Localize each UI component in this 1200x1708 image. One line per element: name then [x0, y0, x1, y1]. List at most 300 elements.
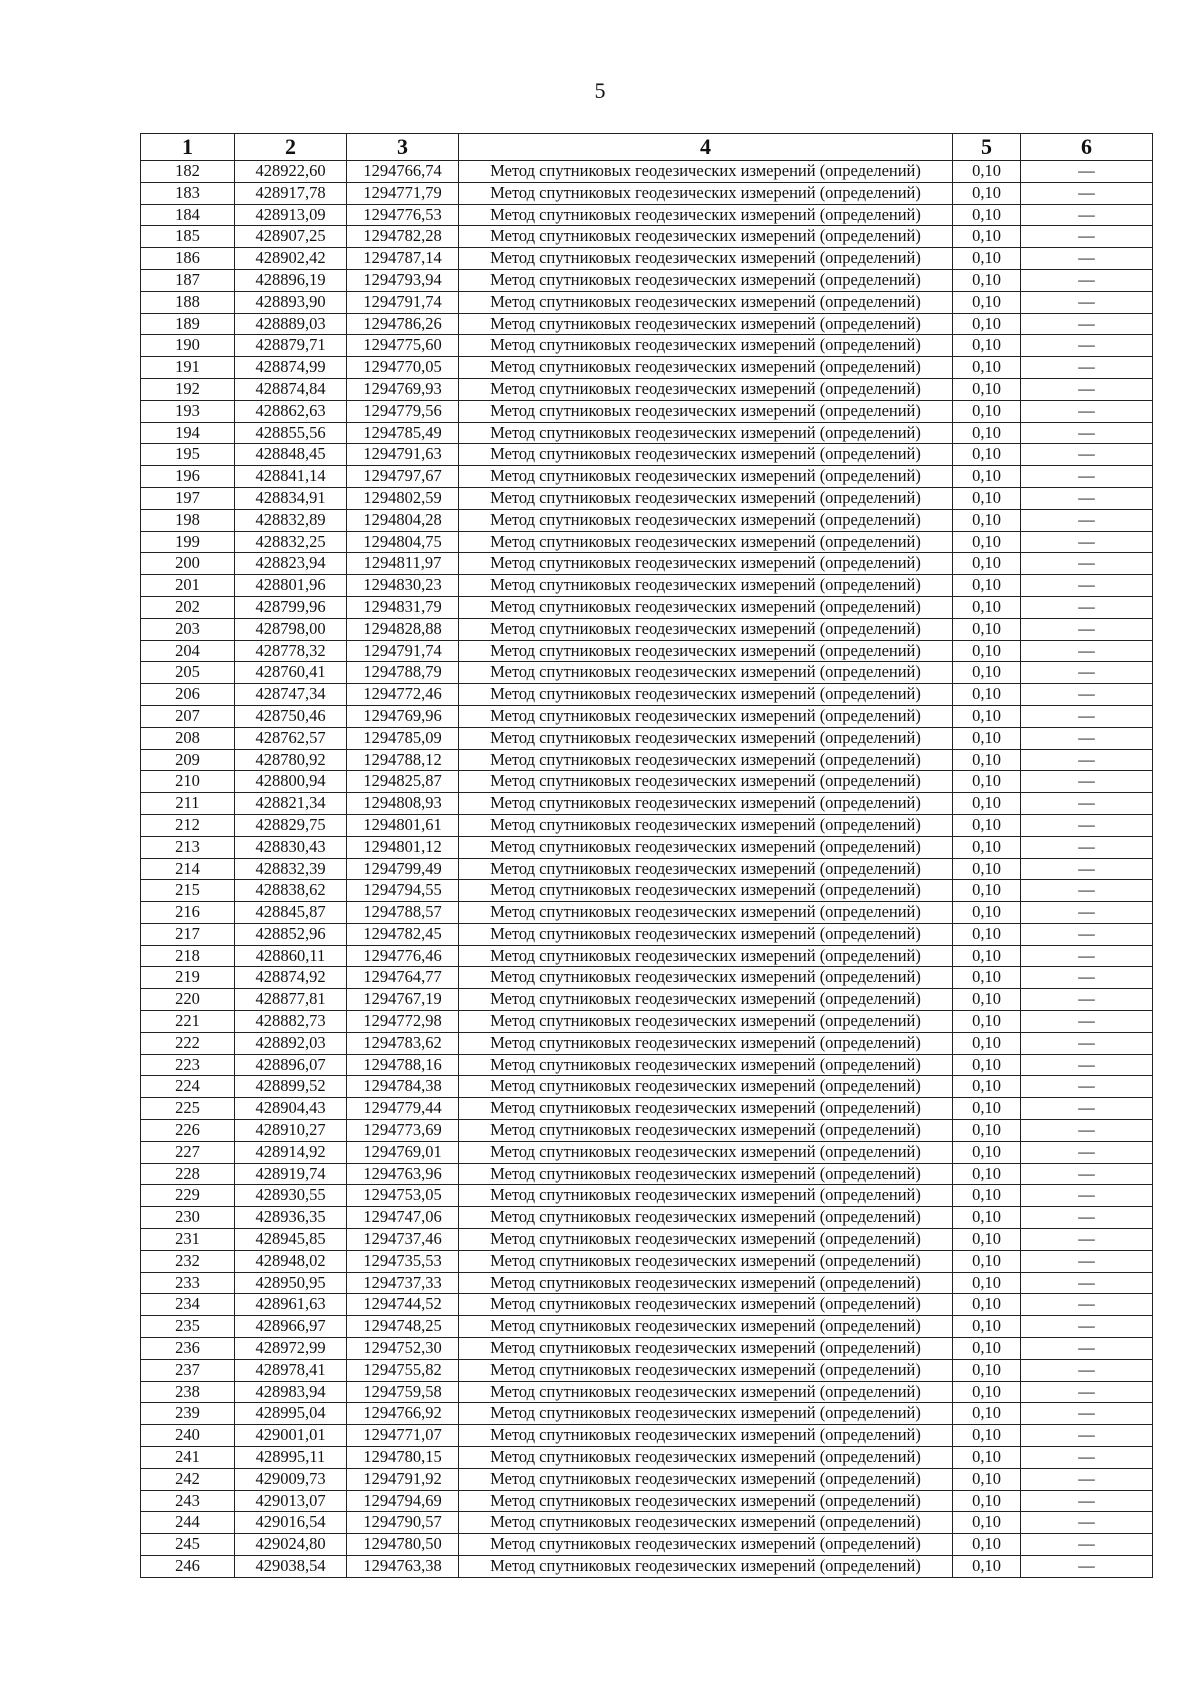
x-coordinate-cell: 428983,94 — [235, 1381, 347, 1403]
y-coordinate-cell: 1294828,88 — [347, 618, 459, 640]
x-coordinate-cell: 428882,73 — [235, 1011, 347, 1033]
method-cell: Метод спутниковых геодезических измерений (определений) — [459, 1425, 953, 1447]
method-cell: Метод спутниковых геодезических измерений (определений) — [459, 1447, 953, 1469]
table-row — [141, 662, 1153, 684]
precision-cell: 0,10 — [953, 400, 1021, 422]
dash-cell: — — [1021, 814, 1153, 836]
x-coordinate-cell: 429016,54 — [235, 1512, 347, 1534]
method-cell: Метод спутниковых геодезических измерений (определений) — [459, 269, 953, 291]
precision-cell: 0,10 — [953, 204, 1021, 226]
point-number-cell: 213 — [141, 836, 235, 858]
precision-cell: 0,10 — [953, 1207, 1021, 1229]
y-coordinate-cell: 1294831,79 — [347, 596, 459, 618]
x-coordinate-cell: 428821,34 — [235, 793, 347, 815]
table-row — [141, 705, 1153, 727]
x-coordinate-cell: 428845,87 — [235, 902, 347, 924]
y-coordinate-cell: 1294793,94 — [347, 269, 459, 291]
precision-cell: 0,10 — [953, 618, 1021, 640]
table-row — [141, 618, 1153, 640]
precision-cell: 0,10 — [953, 357, 1021, 379]
precision-cell: 0,10 — [953, 902, 1021, 924]
y-coordinate-cell: 1294737,33 — [347, 1272, 459, 1294]
y-coordinate-cell: 1294773,69 — [347, 1120, 459, 1142]
precision-cell: 0,10 — [953, 1490, 1021, 1512]
precision-cell: 0,10 — [953, 1447, 1021, 1469]
y-coordinate-cell: 1294790,57 — [347, 1512, 459, 1534]
method-cell: Метод спутниковых геодезических измерений (определений) — [459, 1076, 953, 1098]
header-col-2: 2 — [235, 134, 347, 161]
x-coordinate-cell: 428841,14 — [235, 466, 347, 488]
method-cell: Метод спутниковых геодезических измерений (определений) — [459, 226, 953, 248]
dash-cell: — — [1021, 1098, 1153, 1120]
method-cell: Метод спутниковых геодезических измерений (определений) — [459, 1512, 953, 1534]
table-row — [141, 1447, 1153, 1469]
point-number-cell: 242 — [141, 1468, 235, 1490]
y-coordinate-cell: 1294811,97 — [347, 553, 459, 575]
y-coordinate-cell: 1294791,92 — [347, 1468, 459, 1490]
precision-cell: 0,10 — [953, 705, 1021, 727]
x-coordinate-cell: 428879,71 — [235, 335, 347, 357]
table-row — [141, 814, 1153, 836]
table-row — [141, 1229, 1153, 1251]
precision-cell: 0,10 — [953, 422, 1021, 444]
dash-cell: — — [1021, 422, 1153, 444]
x-coordinate-cell: 428780,92 — [235, 749, 347, 771]
precision-cell: 0,10 — [953, 1120, 1021, 1142]
dash-cell: — — [1021, 400, 1153, 422]
precision-cell: 0,10 — [953, 771, 1021, 793]
y-coordinate-cell: 1294791,74 — [347, 291, 459, 313]
y-coordinate-cell: 1294747,06 — [347, 1207, 459, 1229]
y-coordinate-cell: 1294755,82 — [347, 1359, 459, 1381]
point-number-cell: 194 — [141, 422, 235, 444]
point-number-cell: 236 — [141, 1338, 235, 1360]
method-cell: Метод спутниковых геодезических измерений (определений) — [459, 1098, 953, 1120]
precision-cell: 0,10 — [953, 1403, 1021, 1425]
table-row — [141, 1512, 1153, 1534]
precision-cell: 0,10 — [953, 836, 1021, 858]
precision-cell: 0,10 — [953, 378, 1021, 400]
precision-cell: 0,10 — [953, 1359, 1021, 1381]
method-cell: Метод спутниковых геодезических измерений (определений) — [459, 291, 953, 313]
x-coordinate-cell: 428762,57 — [235, 727, 347, 749]
table-row — [141, 422, 1153, 444]
x-coordinate-cell: 428801,96 — [235, 575, 347, 597]
x-coordinate-cell: 428961,63 — [235, 1294, 347, 1316]
method-cell: Метод спутниковых геодезических измерений (определений) — [459, 880, 953, 902]
point-number-cell: 221 — [141, 1011, 235, 1033]
point-number-cell: 231 — [141, 1229, 235, 1251]
x-coordinate-cell: 428823,94 — [235, 553, 347, 575]
y-coordinate-cell: 1294788,79 — [347, 662, 459, 684]
dash-cell: — — [1021, 1316, 1153, 1338]
method-cell: Метод спутниковых геодезических измерений (определений) — [459, 727, 953, 749]
point-number-cell: 219 — [141, 967, 235, 989]
table-row — [141, 509, 1153, 531]
table-body — [141, 161, 1153, 1578]
dash-cell: — — [1021, 1447, 1153, 1469]
x-coordinate-cell: 428832,39 — [235, 858, 347, 880]
point-number-cell: 190 — [141, 335, 235, 357]
x-coordinate-cell: 428860,11 — [235, 945, 347, 967]
precision-cell: 0,10 — [953, 1163, 1021, 1185]
dash-cell: — — [1021, 1556, 1153, 1578]
y-coordinate-cell: 1294766,74 — [347, 161, 459, 183]
point-number-cell: 195 — [141, 444, 235, 466]
x-coordinate-cell: 428950,95 — [235, 1272, 347, 1294]
y-coordinate-cell: 1294753,05 — [347, 1185, 459, 1207]
point-number-cell: 246 — [141, 1556, 235, 1578]
precision-cell: 0,10 — [953, 945, 1021, 967]
method-cell: Метод спутниковых геодезических измерений (определений) — [459, 1316, 953, 1338]
dash-cell: — — [1021, 1534, 1153, 1556]
table-row — [141, 1032, 1153, 1054]
y-coordinate-cell: 1294771,07 — [347, 1425, 459, 1447]
method-cell: Метод спутниковых геодезических измерений (определений) — [459, 1381, 953, 1403]
y-coordinate-cell: 1294830,23 — [347, 575, 459, 597]
y-coordinate-cell: 1294785,49 — [347, 422, 459, 444]
method-cell: Метод спутниковых геодезических измерений (определений) — [459, 749, 953, 771]
precision-cell: 0,10 — [953, 793, 1021, 815]
precision-cell: 0,10 — [953, 1468, 1021, 1490]
point-number-cell: 211 — [141, 793, 235, 815]
x-coordinate-cell: 428830,43 — [235, 836, 347, 858]
method-cell: Метод спутниковых геодезических измерений (определений) — [459, 575, 953, 597]
table-row — [141, 161, 1153, 183]
point-number-cell: 185 — [141, 226, 235, 248]
precision-cell: 0,10 — [953, 967, 1021, 989]
dash-cell: — — [1021, 269, 1153, 291]
x-coordinate-cell: 429013,07 — [235, 1490, 347, 1512]
method-cell: Метод спутниковых геодезических измерений (определений) — [459, 662, 953, 684]
x-coordinate-cell: 428930,55 — [235, 1185, 347, 1207]
table-row — [141, 248, 1153, 270]
dash-cell: — — [1021, 204, 1153, 226]
table-row — [141, 466, 1153, 488]
method-cell: Метод спутниковых геодезических измерений (определений) — [459, 378, 953, 400]
y-coordinate-cell: 1294763,38 — [347, 1556, 459, 1578]
table-row — [141, 444, 1153, 466]
method-cell: Метод спутниковых геодезических измерений (определений) — [459, 1011, 953, 1033]
dash-cell: — — [1021, 1272, 1153, 1294]
dash-cell: — — [1021, 226, 1153, 248]
point-number-cell: 216 — [141, 902, 235, 924]
dash-cell: — — [1021, 596, 1153, 618]
table-row — [141, 1272, 1153, 1294]
dash-cell: — — [1021, 1512, 1153, 1534]
point-number-cell: 233 — [141, 1272, 235, 1294]
x-coordinate-cell: 428832,89 — [235, 509, 347, 531]
table-row — [141, 1359, 1153, 1381]
table-row — [141, 1556, 1153, 1578]
dash-cell: — — [1021, 1294, 1153, 1316]
header-col-6: 6 — [1021, 134, 1153, 161]
method-cell: Метод спутниковых геодезических измерений (определений) — [459, 161, 953, 183]
x-coordinate-cell: 428904,43 — [235, 1098, 347, 1120]
method-cell: Метод спутниковых геодезических измерений (определений) — [459, 1141, 953, 1163]
precision-cell: 0,10 — [953, 880, 1021, 902]
method-cell: Метод спутниковых геодезических измерений (определений) — [459, 618, 953, 640]
dash-cell: — — [1021, 1381, 1153, 1403]
method-cell: Метод спутниковых геодезических измерений (определений) — [459, 1185, 953, 1207]
method-cell: Метод спутниковых геодезических измерений (определений) — [459, 400, 953, 422]
table-row — [141, 1120, 1153, 1142]
dash-cell: — — [1021, 1054, 1153, 1076]
table-row — [141, 836, 1153, 858]
y-coordinate-cell: 1294776,46 — [347, 945, 459, 967]
table-row — [141, 575, 1153, 597]
table-row — [141, 1403, 1153, 1425]
dash-cell: — — [1021, 1229, 1153, 1251]
table-row — [141, 204, 1153, 226]
point-number-cell: 243 — [141, 1490, 235, 1512]
table-row — [141, 487, 1153, 509]
method-cell: Метод спутниковых геодезических измерений (определений) — [459, 684, 953, 706]
point-number-cell: 204 — [141, 640, 235, 662]
precision-cell: 0,10 — [953, 749, 1021, 771]
table-row — [141, 793, 1153, 815]
y-coordinate-cell: 1294808,93 — [347, 793, 459, 815]
table-row — [141, 923, 1153, 945]
dash-cell: — — [1021, 509, 1153, 531]
dash-cell: — — [1021, 1338, 1153, 1360]
method-cell: Метод спутниковых геодезических измерений (определений) — [459, 531, 953, 553]
x-coordinate-cell: 428838,62 — [235, 880, 347, 902]
table-row — [141, 902, 1153, 924]
y-coordinate-cell: 1294770,05 — [347, 357, 459, 379]
method-cell: Метод спутниковых геодезических измерений (определений) — [459, 1120, 953, 1142]
y-coordinate-cell: 1294764,77 — [347, 967, 459, 989]
table-row — [141, 989, 1153, 1011]
y-coordinate-cell: 1294784,38 — [347, 1076, 459, 1098]
y-coordinate-cell: 1294737,46 — [347, 1229, 459, 1251]
method-cell: Метод спутниковых геодезических измерений (определений) — [459, 357, 953, 379]
y-coordinate-cell: 1294791,74 — [347, 640, 459, 662]
method-cell: Метод спутниковых геодезических измерений (определений) — [459, 858, 953, 880]
x-coordinate-cell: 428922,60 — [235, 161, 347, 183]
x-coordinate-cell: 428874,99 — [235, 357, 347, 379]
method-cell: Метод спутниковых геодезических измерений (определений) — [459, 1338, 953, 1360]
precision-cell: 0,10 — [953, 1534, 1021, 1556]
precision-cell: 0,10 — [953, 1011, 1021, 1033]
dash-cell: — — [1021, 357, 1153, 379]
x-coordinate-cell: 428919,74 — [235, 1163, 347, 1185]
y-coordinate-cell: 1294766,92 — [347, 1403, 459, 1425]
method-cell: Метод спутниковых геодезических измерений (определений) — [459, 836, 953, 858]
method-cell: Метод спутниковых геодезических измерений (определений) — [459, 793, 953, 815]
point-number-cell: 196 — [141, 466, 235, 488]
precision-cell: 0,10 — [953, 1272, 1021, 1294]
table-row — [141, 640, 1153, 662]
x-coordinate-cell: 428889,03 — [235, 313, 347, 335]
dash-cell: — — [1021, 553, 1153, 575]
table-row — [141, 553, 1153, 575]
header-col-4: 4 — [459, 134, 953, 161]
y-coordinate-cell: 1294787,14 — [347, 248, 459, 270]
method-cell: Метод спутниковых геодезических измерений (определений) — [459, 1468, 953, 1490]
precision-cell: 0,10 — [953, 1512, 1021, 1534]
x-coordinate-cell: 428877,81 — [235, 989, 347, 1011]
point-number-cell: 183 — [141, 182, 235, 204]
y-coordinate-cell: 1294799,49 — [347, 858, 459, 880]
point-number-cell: 222 — [141, 1032, 235, 1054]
dash-cell: — — [1021, 378, 1153, 400]
x-coordinate-cell: 429038,54 — [235, 1556, 347, 1578]
dash-cell: — — [1021, 618, 1153, 640]
y-coordinate-cell: 1294735,53 — [347, 1250, 459, 1272]
y-coordinate-cell: 1294825,87 — [347, 771, 459, 793]
precision-cell: 0,10 — [953, 487, 1021, 509]
precision-cell: 0,10 — [953, 226, 1021, 248]
y-coordinate-cell: 1294797,67 — [347, 466, 459, 488]
y-coordinate-cell: 1294780,50 — [347, 1534, 459, 1556]
y-coordinate-cell: 1294804,75 — [347, 531, 459, 553]
x-coordinate-cell: 428874,84 — [235, 378, 347, 400]
method-cell: Метод спутниковых геодезических измерений (определений) — [459, 1229, 953, 1251]
x-coordinate-cell: 428948,02 — [235, 1250, 347, 1272]
x-coordinate-cell: 428936,35 — [235, 1207, 347, 1229]
table-row — [141, 880, 1153, 902]
precision-cell: 0,10 — [953, 1032, 1021, 1054]
method-cell: Метод спутниковых геодезических измерений (определений) — [459, 596, 953, 618]
y-coordinate-cell: 1294782,45 — [347, 923, 459, 945]
y-coordinate-cell: 1294769,96 — [347, 705, 459, 727]
y-coordinate-cell: 1294785,09 — [347, 727, 459, 749]
dash-cell: — — [1021, 945, 1153, 967]
dash-cell: — — [1021, 662, 1153, 684]
precision-cell: 0,10 — [953, 1425, 1021, 1447]
dash-cell: — — [1021, 444, 1153, 466]
precision-cell: 0,10 — [953, 1250, 1021, 1272]
precision-cell: 0,10 — [953, 1556, 1021, 1578]
precision-cell: 0,10 — [953, 553, 1021, 575]
x-coordinate-cell: 428893,90 — [235, 291, 347, 313]
precision-cell: 0,10 — [953, 989, 1021, 1011]
table-row — [141, 771, 1153, 793]
dash-cell: — — [1021, 923, 1153, 945]
dash-cell: — — [1021, 1425, 1153, 1447]
table-row — [141, 1185, 1153, 1207]
table-row — [141, 1490, 1153, 1512]
dash-cell: — — [1021, 858, 1153, 880]
method-cell: Метод спутниковых геодезических измерений (определений) — [459, 1403, 953, 1425]
method-cell: Метод спутниковых геодезических измерений (определений) — [459, 640, 953, 662]
x-coordinate-cell: 428874,92 — [235, 967, 347, 989]
table-row — [141, 182, 1153, 204]
y-coordinate-cell: 1294788,16 — [347, 1054, 459, 1076]
x-coordinate-cell: 429009,73 — [235, 1468, 347, 1490]
y-coordinate-cell: 1294769,93 — [347, 378, 459, 400]
point-number-cell: 234 — [141, 1294, 235, 1316]
method-cell: Метод спутниковых геодезических измерений (определений) — [459, 1207, 953, 1229]
y-coordinate-cell: 1294771,79 — [347, 182, 459, 204]
point-number-cell: 245 — [141, 1534, 235, 1556]
point-number-cell: 215 — [141, 880, 235, 902]
dash-cell: — — [1021, 1468, 1153, 1490]
precision-cell: 0,10 — [953, 1338, 1021, 1360]
y-coordinate-cell: 1294763,96 — [347, 1163, 459, 1185]
point-number-cell: 239 — [141, 1403, 235, 1425]
dash-cell: — — [1021, 749, 1153, 771]
table-row — [141, 313, 1153, 335]
method-cell: Метод спутниковых геодезических измерений (определений) — [459, 1163, 953, 1185]
table-row — [141, 749, 1153, 771]
method-cell: Метод спутниковых геодезических измерений (определений) — [459, 1272, 953, 1294]
table-row — [141, 400, 1153, 422]
dash-cell: — — [1021, 1141, 1153, 1163]
method-cell: Метод спутниковых геодезических измерений (определений) — [459, 182, 953, 204]
point-number-cell: 209 — [141, 749, 235, 771]
precision-cell: 0,10 — [953, 1076, 1021, 1098]
dash-cell: — — [1021, 466, 1153, 488]
method-cell: Метод спутниковых геодезических измерений (определений) — [459, 248, 953, 270]
point-number-cell: 208 — [141, 727, 235, 749]
dash-cell: — — [1021, 902, 1153, 924]
x-coordinate-cell: 429024,80 — [235, 1534, 347, 1556]
method-cell: Метод спутниковых геодезических измерений (определений) — [459, 1490, 953, 1512]
point-number-cell: 207 — [141, 705, 235, 727]
method-cell: Метод спутниковых геодезических измерений (определений) — [459, 509, 953, 531]
point-number-cell: 220 — [141, 989, 235, 1011]
y-coordinate-cell: 1294769,01 — [347, 1141, 459, 1163]
precision-cell: 0,10 — [953, 291, 1021, 313]
point-number-cell: 189 — [141, 313, 235, 335]
dash-cell: — — [1021, 1185, 1153, 1207]
point-number-cell: 201 — [141, 575, 235, 597]
point-number-cell: 192 — [141, 378, 235, 400]
x-coordinate-cell: 428834,91 — [235, 487, 347, 509]
dash-cell: — — [1021, 727, 1153, 749]
method-cell: Метод спутниковых геодезических измерений (определений) — [459, 553, 953, 575]
point-number-cell: 203 — [141, 618, 235, 640]
method-cell: Метод спутниковых геодезических измерений (определений) — [459, 444, 953, 466]
point-number-cell: 240 — [141, 1425, 235, 1447]
dash-cell: — — [1021, 1359, 1153, 1381]
point-number-cell: 230 — [141, 1207, 235, 1229]
x-coordinate-cell: 428899,52 — [235, 1076, 347, 1098]
point-number-cell: 235 — [141, 1316, 235, 1338]
x-coordinate-cell: 428760,41 — [235, 662, 347, 684]
point-number-cell: 197 — [141, 487, 235, 509]
dash-cell: — — [1021, 487, 1153, 509]
dash-cell: — — [1021, 1032, 1153, 1054]
table-row — [141, 1141, 1153, 1163]
y-coordinate-cell: 1294786,26 — [347, 313, 459, 335]
point-number-cell: 217 — [141, 923, 235, 945]
y-coordinate-cell: 1294776,53 — [347, 204, 459, 226]
precision-cell: 0,10 — [953, 509, 1021, 531]
dash-cell: — — [1021, 182, 1153, 204]
x-coordinate-cell: 428978,41 — [235, 1359, 347, 1381]
precision-cell: 0,10 — [953, 662, 1021, 684]
precision-cell: 0,10 — [953, 1381, 1021, 1403]
page-number: 5 — [594, 78, 606, 103]
point-number-cell: 218 — [141, 945, 235, 967]
precision-cell: 0,10 — [953, 923, 1021, 945]
table-row — [141, 1534, 1153, 1556]
precision-cell: 0,10 — [953, 1294, 1021, 1316]
x-coordinate-cell: 428800,94 — [235, 771, 347, 793]
y-coordinate-cell: 1294788,12 — [347, 749, 459, 771]
x-coordinate-cell: 428862,63 — [235, 400, 347, 422]
dash-cell: — — [1021, 291, 1153, 313]
x-coordinate-cell: 428917,78 — [235, 182, 347, 204]
table-row — [141, 1207, 1153, 1229]
point-number-cell: 200 — [141, 553, 235, 575]
table-row — [141, 269, 1153, 291]
table-row — [141, 945, 1153, 967]
precision-cell: 0,10 — [953, 684, 1021, 706]
